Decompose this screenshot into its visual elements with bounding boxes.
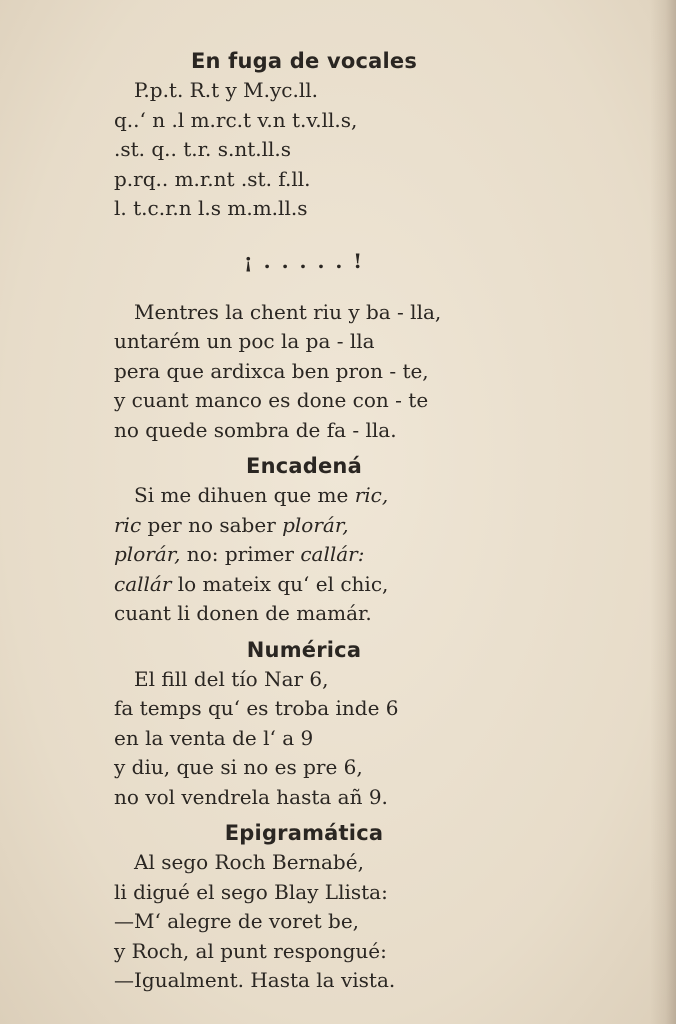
verse-text: no: primer [180, 542, 301, 566]
verse-line: fa temps qu‘ es troba inde 6 [114, 696, 399, 720]
verse-italic-word: callár [114, 571, 172, 596]
verse-line: El fill del tío Nar 6, [134, 666, 329, 691]
section-encadena [114, 451, 494, 629]
verse-line: no vol vendrela hasta añ 9. [114, 784, 388, 809]
verse-line [114, 511, 494, 541]
verse-italic-word: ric, [354, 483, 389, 507]
verse-line: cuant li donen de mamár. [114, 601, 372, 625]
verse-line: untarém un poc la pa - lla [114, 329, 375, 353]
verse-text: per no saber [141, 512, 283, 537]
verse-line: —M‘ alegre de voret be, [114, 909, 360, 933]
verse-italic-word: ric [114, 512, 142, 537]
verse-line: l. t.c.r.n l.s m.m.ll.s [114, 196, 308, 220]
verse-line: pera que ardixca ben pron - te, [114, 358, 429, 383]
verse-italic-word: callár: [300, 542, 365, 566]
section-title: En fuga de vocales [190, 49, 418, 73]
section-numerica [114, 635, 494, 813]
section-en-fuga-de-vocales [114, 46, 494, 224]
verse-line: P.p.t. R.t y M.yc.ll. [134, 78, 318, 102]
verse-line: Al sego Roch Bernabé, [134, 850, 364, 874]
section-title: Encadená [246, 454, 362, 478]
verse-line: q..‘ n .l m.rc.t v.n t.v.ll.s, [114, 107, 358, 132]
verse-line: .st. q.. t.r. s.nt.ll.s [114, 137, 292, 161]
verse-line: p.rq.. m.r.nt .st. f.ll. [114, 166, 311, 191]
verse-line: y Roch, al punt respongué: [114, 938, 387, 963]
verse-line: li digué el sego Blay Llista: [114, 879, 388, 904]
section-title: ¡ . . . . . ! [243, 248, 365, 273]
verse-text: lo mateix qu‘ el chic, [171, 571, 389, 596]
verse-line [114, 540, 494, 570]
page-spine-shadow [650, 0, 676, 1024]
verse-line [114, 570, 494, 600]
verse-italic-word: plorár, [114, 542, 181, 566]
verse-italic-word: plorár, [282, 512, 349, 537]
section-title: Numérica [246, 637, 362, 662]
verse-line: en la venta de l‘ a 9 [114, 725, 314, 750]
verse-line: y cuant manco es done con - te [114, 388, 429, 412]
section-title: Epigramática [224, 821, 384, 845]
verse-line [114, 481, 494, 511]
verse-line: Mentres la chent riu y ba - lla, [134, 299, 442, 324]
verse-text: Si me dihuen que me [134, 483, 355, 507]
verse-line: no quede sombra de fa - lla. [114, 417, 397, 442]
verse-line: y diu, que si no es pre 6, [114, 755, 363, 779]
verse-line: —Igualment. Hasta la vista. [114, 968, 396, 992]
section-epigramatica [114, 818, 494, 996]
section-exclamation [114, 244, 494, 446]
page-content [114, 46, 494, 1002]
